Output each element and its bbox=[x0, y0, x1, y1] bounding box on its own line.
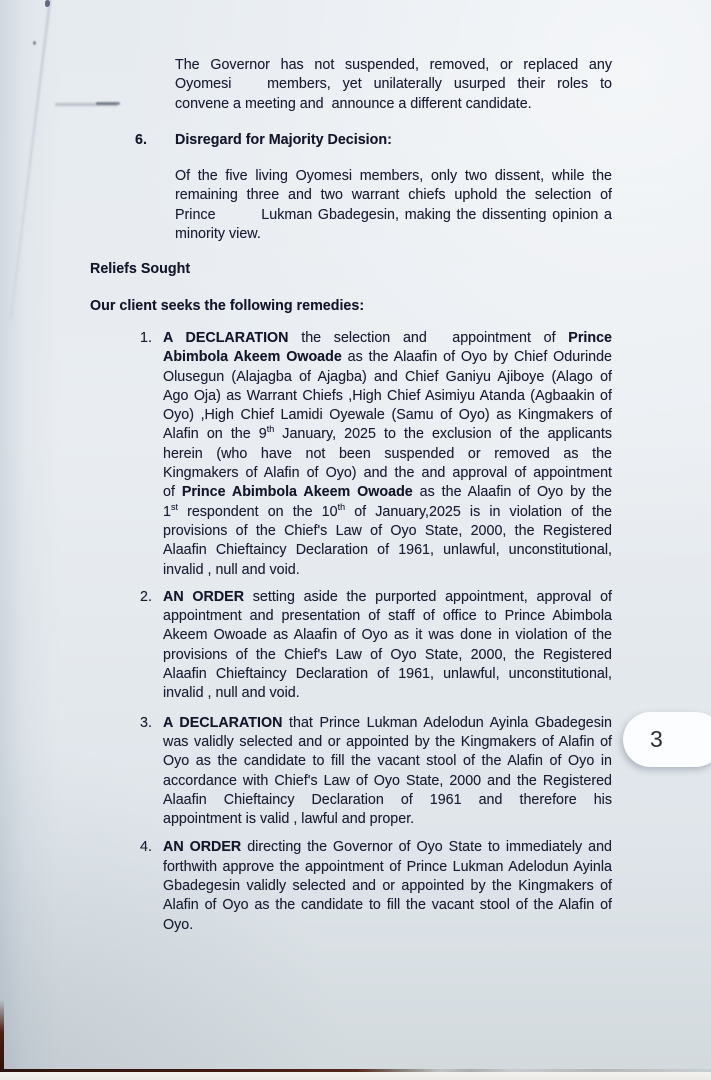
text-line bbox=[175, 186, 612, 205]
bold-text-segment: AN ORDER bbox=[163, 839, 242, 856]
text-line bbox=[175, 56, 612, 75]
text-line bbox=[175, 167, 612, 186]
text-segment: Akeem Owoade as Alaafin of Oyo as it was done in violation of the bbox=[163, 627, 612, 644]
text-segment: Prince Lukman Gbadegesin, making the dissenting opinion a bbox=[175, 206, 612, 223]
bold-text-segment: Prince bbox=[568, 329, 612, 346]
text-segment: was validly selected and or appointed by the Kingmakers of Alafin of bbox=[163, 733, 612, 750]
text-segment: Alaafin Chieftaincy Declaration of 1961, unlawful, unconstitutional, bbox=[163, 666, 612, 683]
numbered-heading-6-number: 6. bbox=[135, 131, 147, 148]
text-line bbox=[163, 665, 612, 684]
relief-item-4 bbox=[140, 838, 612, 934]
text-segment: invalid , null and void. bbox=[163, 561, 300, 578]
text-line bbox=[163, 464, 612, 483]
text-segment: January, 2025 to the exclusion of the applicants bbox=[274, 426, 612, 443]
text-segment: Alafin on the 9 bbox=[163, 426, 267, 443]
text-segment: Oyomesi members, yet unilaterally usurped their roles to bbox=[175, 76, 612, 93]
text-line bbox=[163, 646, 612, 665]
remedies-intro-heading bbox=[90, 297, 711, 316]
text-line bbox=[163, 588, 612, 607]
text-segment: forthwith approve the appointment of Prince Lukman Adelodun Ayinla bbox=[163, 858, 612, 875]
text-line bbox=[163, 714, 612, 733]
reliefs-sought-heading-text: Reliefs Sought bbox=[90, 261, 191, 278]
text-segment: as the Alaafin of Oyo by the bbox=[412, 484, 612, 501]
text-segment: respondent on the 10 bbox=[177, 503, 338, 520]
photo-edge-strip bbox=[0, 1072, 711, 1080]
text-segment: convene a meeting and announce a different candidate. bbox=[175, 95, 532, 112]
text-segment: Olusegun (Alajagba of Ajagba) and Chief Ganiyu Ajiboye (Alago of bbox=[163, 368, 612, 385]
text-line bbox=[163, 348, 612, 367]
remedies-intro-heading-text: Our client seeks the following remedies: bbox=[90, 297, 365, 314]
text-segment: invalid , null and void. bbox=[163, 685, 300, 702]
text-segment: accordance with Chief's Law of Oyo State, 2000 and the Registered bbox=[163, 772, 612, 789]
text-segment: as the Alaafin of Oyo by Chief Odurinde bbox=[341, 349, 612, 366]
text-line bbox=[163, 858, 612, 877]
superscript-segment: th bbox=[266, 424, 275, 435]
text-line bbox=[163, 772, 612, 791]
text-line bbox=[163, 838, 612, 857]
text-line bbox=[163, 541, 612, 560]
text-segment: appointment is valid , lawful and proper. bbox=[163, 811, 415, 828]
photo-edge-left bbox=[0, 1000, 4, 1072]
relief-item-3-number: 3. bbox=[140, 714, 152, 731]
text-segment: Of the five living Oyomesi members, only two dissent, while the bbox=[175, 168, 612, 185]
text-segment: provisions of the Chief's Law of Oyo State, 2000, the Registered bbox=[163, 646, 612, 663]
numbered-heading-6 bbox=[135, 131, 711, 150]
bold-text-segment: A DECLARATION bbox=[163, 329, 289, 346]
text-segment: herein (who have not been suspended or removed as the bbox=[163, 445, 612, 462]
text-segment: remaining three and two warrant chiefs uphold the selection of bbox=[175, 187, 612, 204]
bold-text-segment: AN ORDER bbox=[163, 588, 245, 605]
text-line bbox=[163, 896, 612, 915]
text-line bbox=[163, 406, 612, 425]
relief-item-3 bbox=[140, 714, 612, 830]
text-line bbox=[175, 75, 612, 94]
intro-paragraph bbox=[175, 56, 612, 114]
text-segment: directing the Governor of Oyo State to immediately and bbox=[241, 839, 612, 856]
relief-item-1-number: 1. bbox=[140, 329, 152, 346]
text-segment: setting aside the purported appointment, approval of bbox=[244, 588, 612, 605]
text-segment: The Governor has not suspended, removed, or replaced any bbox=[175, 57, 612, 73]
text-segment: 1 bbox=[163, 503, 171, 520]
text-line bbox=[163, 877, 612, 896]
text-line bbox=[163, 329, 612, 348]
relief-item-2-number: 2. bbox=[140, 588, 152, 605]
relief-item-1 bbox=[140, 329, 612, 580]
text-segment: Oyo as the candidate to fill the vacant stool of the Alafin of Oyo in bbox=[163, 753, 612, 770]
text-line bbox=[163, 503, 612, 522]
numbered-heading-6-text: Disregard for Majority Decision: bbox=[175, 131, 392, 148]
majority-paragraph bbox=[175, 167, 612, 244]
superscript-segment: th bbox=[337, 501, 346, 512]
text-segment: Oyo) ,High Chief Lamidi Oyewale (Samu of Oyo) as Kingmakers of bbox=[163, 407, 612, 424]
text-segment: appointment and presentation of staff of office to Prince Abimbola bbox=[163, 608, 612, 625]
text-line bbox=[175, 206, 612, 225]
text-segment: Alaafin Chieftaincy Declaration of 1961 and therefore his bbox=[163, 791, 612, 808]
text-line bbox=[163, 368, 612, 387]
text-line bbox=[163, 483, 612, 502]
text-segment: Alafin of Oyo as the candidate to fill the vacant stool of the Alafin of bbox=[163, 897, 612, 914]
bold-text-segment: A DECLARATION bbox=[163, 714, 283, 731]
text-segment: Ago Oja) as Warrant Chiefs ,High Chief Asimiyu Atanda (Agbaakin of bbox=[163, 387, 612, 404]
text-line bbox=[163, 752, 612, 771]
superscript-segment: st bbox=[170, 501, 178, 512]
text-segment: provisions of the Chief's Law of Oyo State, 2000, the Registered bbox=[163, 522, 612, 539]
text-line bbox=[163, 387, 612, 406]
text-line bbox=[163, 916, 612, 935]
relief-item-4-number: 4. bbox=[140, 839, 152, 856]
text-segment: Kingmakers of Alafin of Oyo) and the and approval of appointment bbox=[163, 465, 612, 482]
text-line bbox=[163, 425, 612, 444]
text-line bbox=[163, 791, 612, 810]
text-segment: of January,2025 is in violation of the bbox=[345, 503, 613, 520]
text-segment: that Prince Lukman Adelodun Ayinla Gbadegesin bbox=[282, 714, 612, 731]
relief-item-2 bbox=[140, 588, 612, 704]
text-line bbox=[163, 684, 612, 703]
text-line bbox=[163, 626, 612, 645]
text-segment: of bbox=[163, 484, 182, 501]
text-line bbox=[163, 607, 612, 626]
page-number: 3 bbox=[650, 726, 664, 752]
text-line bbox=[175, 95, 612, 114]
text-segment: Gbadegesin validly selected and or appointed by the Kingmakers of bbox=[163, 877, 612, 894]
text-line bbox=[163, 522, 612, 541]
text-segment: minority view. bbox=[175, 226, 261, 243]
text-line bbox=[163, 561, 612, 580]
text-line bbox=[175, 225, 612, 244]
bold-text-segment: Abimbola Akeem Owoade bbox=[163, 349, 342, 366]
bold-text-segment: Prince Abimbola Akeem Owoade bbox=[181, 484, 413, 501]
text-line bbox=[163, 733, 612, 752]
text-segment: the selection and appointment of bbox=[288, 329, 569, 346]
text-line bbox=[163, 445, 612, 464]
page-number-pill bbox=[623, 712, 711, 767]
text-segment: Oyo. bbox=[163, 916, 194, 933]
text-segment: Alaafin Chieftaincy Declaration of 1961, unlawful, unconstitutional, bbox=[163, 542, 612, 559]
text-line bbox=[163, 810, 612, 829]
reliefs-sought-heading bbox=[90, 260, 711, 279]
